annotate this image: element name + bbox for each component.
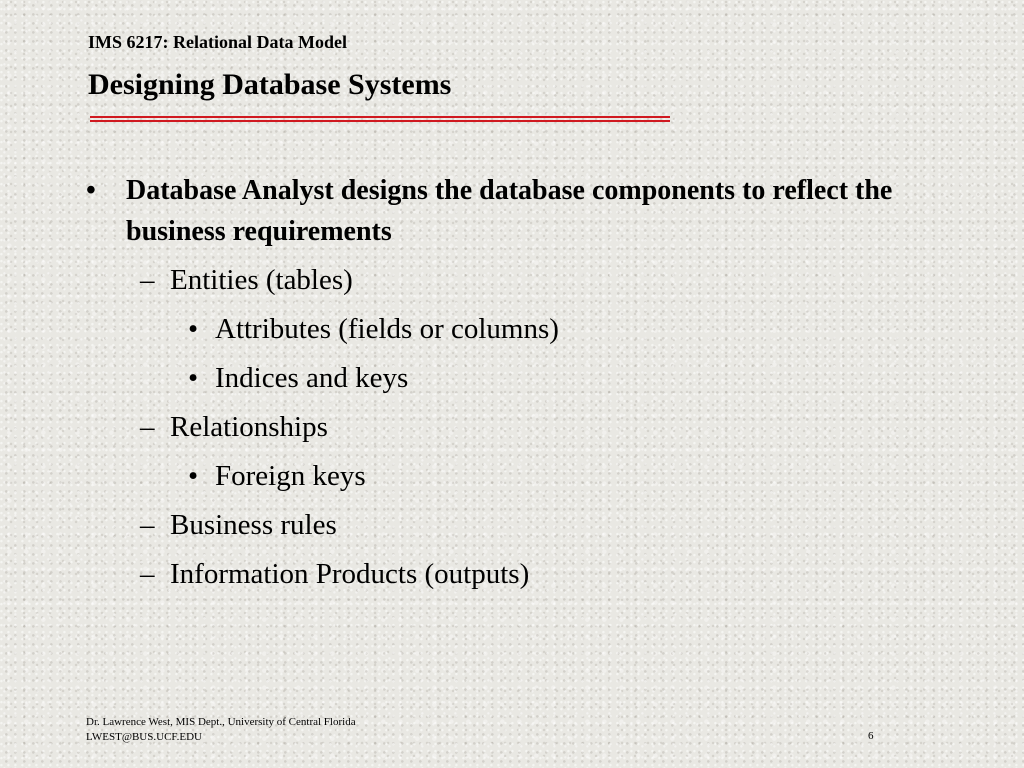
dash-marker: – xyxy=(140,509,155,541)
sub-sub-item-attributes xyxy=(84,305,944,354)
sub-sub-item-indices xyxy=(84,354,944,403)
page-number: 6 xyxy=(868,730,874,742)
course-header: IMS 6217: Relational Data Model xyxy=(88,32,347,52)
title-underline xyxy=(90,116,670,123)
sub-item-relationships xyxy=(84,403,944,452)
bullet-marker: • xyxy=(188,362,199,394)
dash-marker: – xyxy=(140,264,155,296)
sub-sub-item-text: Indices and keys xyxy=(215,362,409,394)
title-underline-top xyxy=(90,116,670,118)
bullet-marker: • xyxy=(86,175,96,206)
sub-item-information-products xyxy=(84,550,944,599)
sub-item-text: Business rules xyxy=(170,509,337,541)
title-underline-bottom xyxy=(90,120,670,122)
bullet-marker: • xyxy=(188,313,199,345)
sub-sub-item-text: Foreign keys xyxy=(215,460,366,492)
sub-sub-item-text: Attributes (fields or columns) xyxy=(215,313,559,345)
sub-item-text: Information Products (outputs) xyxy=(170,558,530,590)
bullet-main xyxy=(84,170,944,252)
bullet-list xyxy=(84,170,944,599)
sub-sub-item-foreign-keys xyxy=(84,452,944,501)
footer-author: Dr. Lawrence West, MIS Dept., University of Central Florida xyxy=(86,716,356,728)
dash-marker: – xyxy=(140,558,155,590)
dash-marker: – xyxy=(140,411,155,443)
footer-email: LWEST@BUS.UCF.EDU xyxy=(86,731,202,743)
bullet-marker: • xyxy=(188,460,199,492)
sub-item-text: Entities (tables) xyxy=(170,264,353,296)
slide-title: Designing Database Systems xyxy=(88,68,452,101)
sub-item-text: Relationships xyxy=(170,411,328,443)
sub-item-business-rules xyxy=(84,501,944,550)
bullet-text: Database Analyst designs the database components to reflect the business requirements xyxy=(126,175,893,247)
sub-item-entities xyxy=(84,256,944,305)
